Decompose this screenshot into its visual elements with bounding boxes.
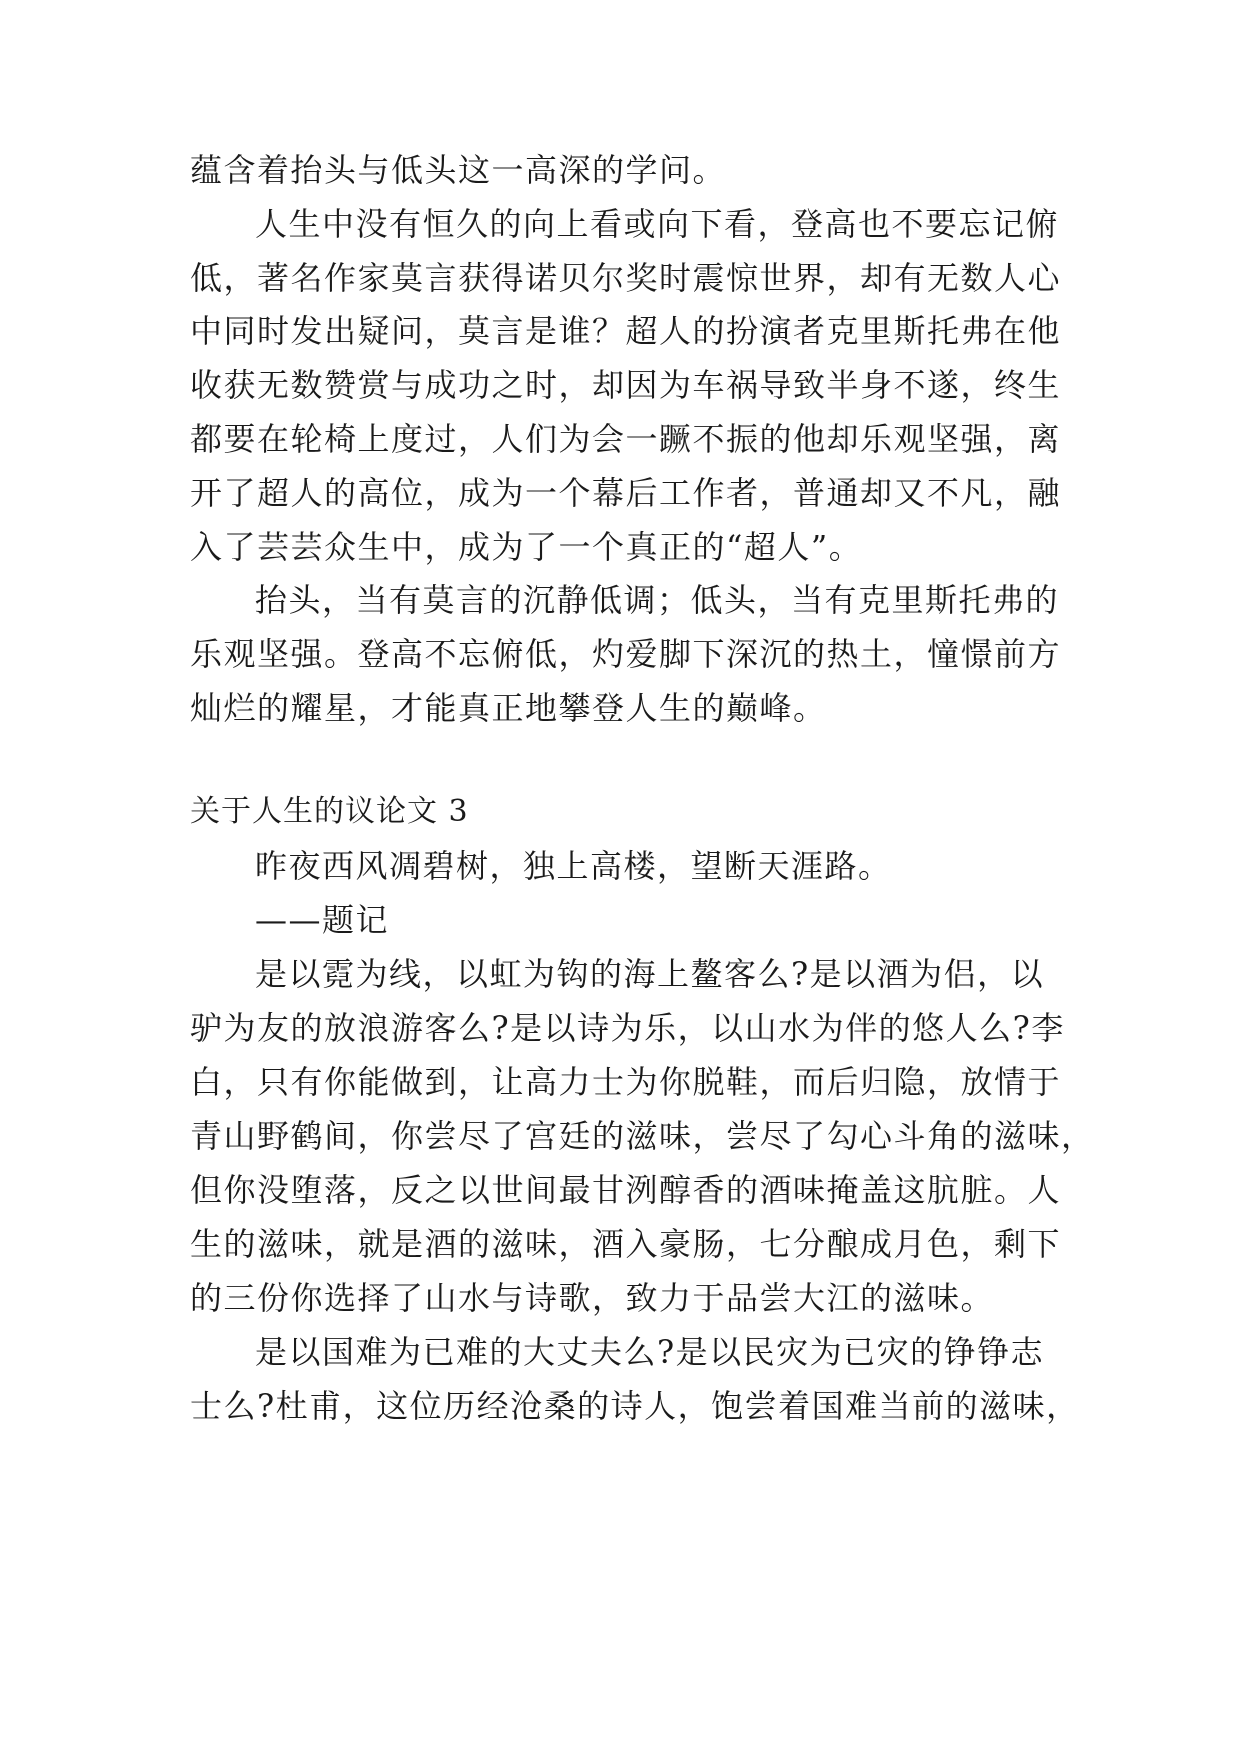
- paragraph-line: 士么?杜甫，这位历经沧桑的诗人，饱尝着国难当前的滋味，: [190, 1387, 1080, 1425]
- section-heading: 关于人生的议论文 3: [190, 794, 469, 829]
- paragraph-line: 驴为友的放浪游客么?是以诗为乐，以山水为伴的悠人么?李: [190, 1009, 1065, 1047]
- paragraph-line: 蕴含着抬头与低头这一高深的学问。: [190, 151, 727, 189]
- paragraph-line: 都要在轮椅上度过，人们为会一蹶不振的他却乐观坚强，离: [190, 420, 1062, 458]
- paragraph-line: 是以霓为线，以虹为钩的海上鳌客么?是以酒为侣，以: [255, 955, 1045, 993]
- paragraph-line: 是以国难为已难的大丈夫么?是以民灾为已灾的铮铮志: [255, 1333, 1045, 1371]
- paragraph-line: 抬头，当有莫言的沉静低调；低头，当有克里斯托弗的: [255, 581, 1060, 619]
- epigraph-line: 昨夜西风凋碧树，独上高楼，望断天涯路。: [255, 847, 892, 885]
- paragraph-line: 乐观坚强。登高不忘俯低，灼爱脚下深沉的热土，憧憬前方: [190, 635, 1062, 673]
- paragraph-line: 入了芸芸众生中，成为了一个真正的“超人”。: [190, 528, 863, 566]
- paragraph-line: 人生中没有恒久的向上看或向下看，登高也不要忘记俯: [255, 205, 1060, 243]
- paragraph-line: 低，著名作家莫言获得诺贝尔奖时震惊世界，却有无数人心: [190, 259, 1062, 297]
- paragraph-line: 但你没堕落，反之以世间最甘洌醇香的酒味掩盖这肮脏。人: [190, 1171, 1062, 1209]
- paragraph-line: 开了超人的高位，成为一个幕后工作者，普通却又不凡，融: [190, 474, 1062, 512]
- paragraph-line: 收获无数赞赏与成功之时，却因为车祸导致半身不遂，终生: [190, 366, 1062, 404]
- epigraph-attribution: ——题记: [255, 901, 390, 939]
- paragraph-line: 的三份你选择了山水与诗歌，致力于品尝大江的滋味。: [190, 1279, 995, 1317]
- paragraph-line: 生的滋味，就是酒的滋味，酒入豪肠，七分酿成月色，剩下: [190, 1225, 1062, 1263]
- paragraph-line: 青山野鹤间，你尝尽了宫廷的滋味，尝尽了勾心斗角的滋味，: [190, 1117, 1095, 1155]
- paragraph-line: 灿烂的耀星，才能真正地攀登人生的巅峰。: [190, 689, 827, 727]
- paragraph-line: 中同时发出疑问，莫言是谁？超人的扮演者克里斯托弗在他: [190, 312, 1062, 350]
- paragraph-line: 白，只有你能做到，让高力士为你脱鞋，而后归隐，放情于: [190, 1063, 1062, 1101]
